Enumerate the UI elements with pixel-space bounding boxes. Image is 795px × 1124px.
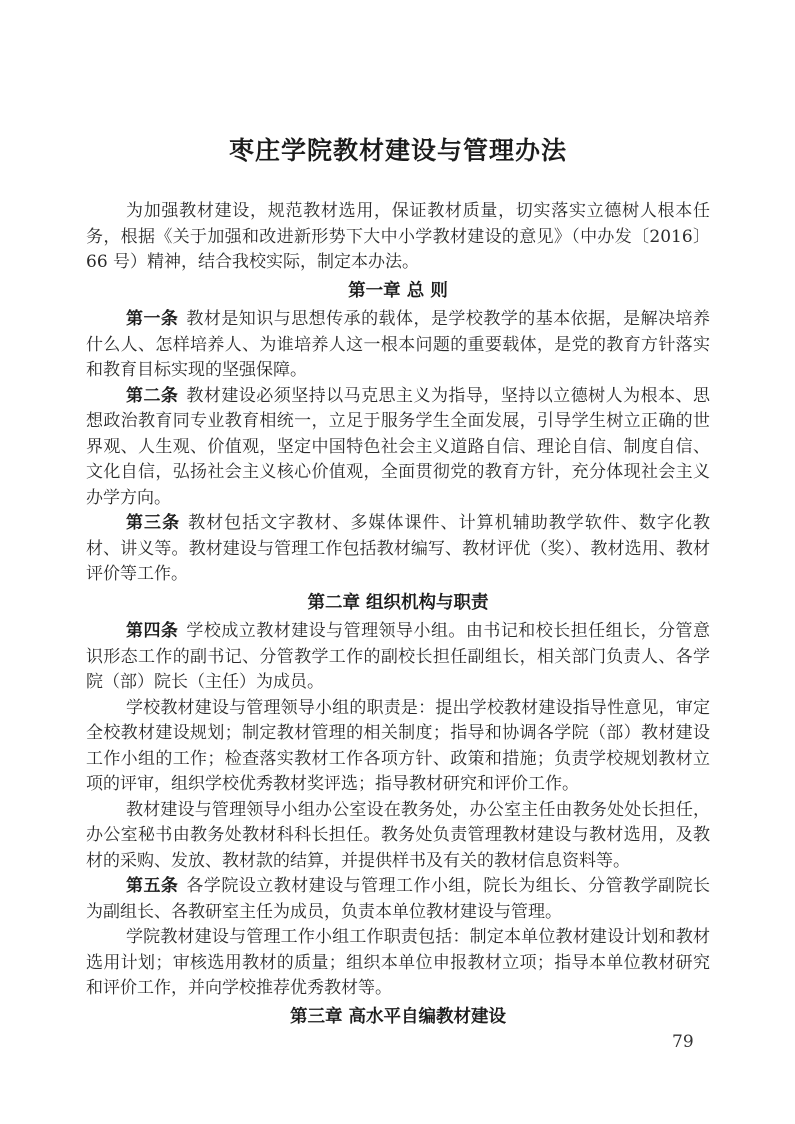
paragraph bbox=[86, 384, 710, 512]
paragraph-text: 教材包括文字教材、多媒体课件、计算机辅助教学软件、数字化教材、讲义等。教材建设与管理工作包括教材编写、教材评优（奖）、教材选用、教材评价等工作。 bbox=[86, 513, 711, 584]
document-title: 枣庄学院教材建设与管理办法 bbox=[228, 136, 567, 165]
paragraph bbox=[86, 307, 710, 384]
chapter-heading: 第三章 高水平自编教材建设 bbox=[289, 1006, 507, 1027]
paragraph: 为加强教材建设，规范教材选用，保证教材质量，切实落实立德树人根本任务，根据《关于加强和改进新形势下大中小学教材建设的意见》（中办发〔2016〕66 号）精神，结合我校实际，制定本办法。 bbox=[86, 201, 710, 272]
article-number: 第三条 bbox=[126, 513, 181, 533]
paragraph: 学校教材建设与管理领导小组的职责是：提出学校教材建设指导性意见，审定全校教材建设规划；制定教材管理的相关制度；指导和协调各学院（部）教材建设工作小组的工作；检查落实教材工作各项方针、政策和措施；负责学校规划教材立项的评审，组织学校优秀教材奖评选；指导教材研究和评价工作。 bbox=[86, 697, 710, 794]
paragraph bbox=[86, 874, 710, 925]
paragraph: 学院教材建设与管理工作小组工作职责包括：制定本单位教材建设计划和教材选用计划；审核选用教材的质量；组织本单位申报教材立项；指导本单位教材研究和评价工作，并向学校推荐优秀教材等。 bbox=[86, 927, 710, 998]
chapter-heading: 第二章 组织机构与职责 bbox=[307, 592, 489, 613]
article-number: 第二条 bbox=[126, 385, 179, 406]
paragraph-text: 学校成立教材建设与管理领导小组。由书记和校长担任组长，分管意识形态工作的副书记、分管教学工作的副校长担任副组长，相关部门负责人、各学院（部）院长（主任）为成员。 bbox=[86, 621, 710, 692]
article-number: 第五条 bbox=[126, 876, 179, 896]
document-body bbox=[86, 199, 710, 1030]
document-content bbox=[86, 0, 710, 1033]
paragraph-text: 教材建设必须坚持以马克思主义为指导，坚持以立德树人为根本、思想政治教育同专业教育相统一，立足于服务学生全面发展，引导学生树立正确的世界观、人生观、价值观，坚定中国特色社会主义道路自信、理论自信、制度自信、文化自信，弘扬社会主义核心价值观，全面贯彻党的教育方针，充分体现社会主义办学方向。 bbox=[86, 385, 710, 508]
paragraph-text: 教材是知识与思想传承的载体，是学校教学的基本依据，是解决培养什么人、怎样培养人、为谁培养人这一根本问题的重要载体，是党的教育方针落实和教育目标实现的坚强保障。 bbox=[86, 309, 710, 380]
chapter-heading: 第一章 总 则 bbox=[348, 280, 448, 301]
paragraph bbox=[86, 511, 710, 588]
paragraph bbox=[86, 619, 710, 696]
paragraph-text: 各学院设立教材建设与管理工作小组，院长为组长、分管教学副院长为副组长、各教研室主任为成员，负责本单位教材建设与管理。 bbox=[86, 876, 710, 922]
paragraph: 教材建设与管理领导小组办公室设在教务处，办公室主任由教务处处长担任，办公室秘书由教务处教材科科长担任。教务处负责管理教材建设与教材选用，及教材的采购、发放、教材款的结算，并提供样书及有关的教材信息资料等。 bbox=[86, 799, 710, 871]
article-number: 第四条 bbox=[126, 621, 179, 641]
page-number: 79 bbox=[672, 1032, 694, 1052]
article-number: 第一条 bbox=[126, 309, 179, 329]
